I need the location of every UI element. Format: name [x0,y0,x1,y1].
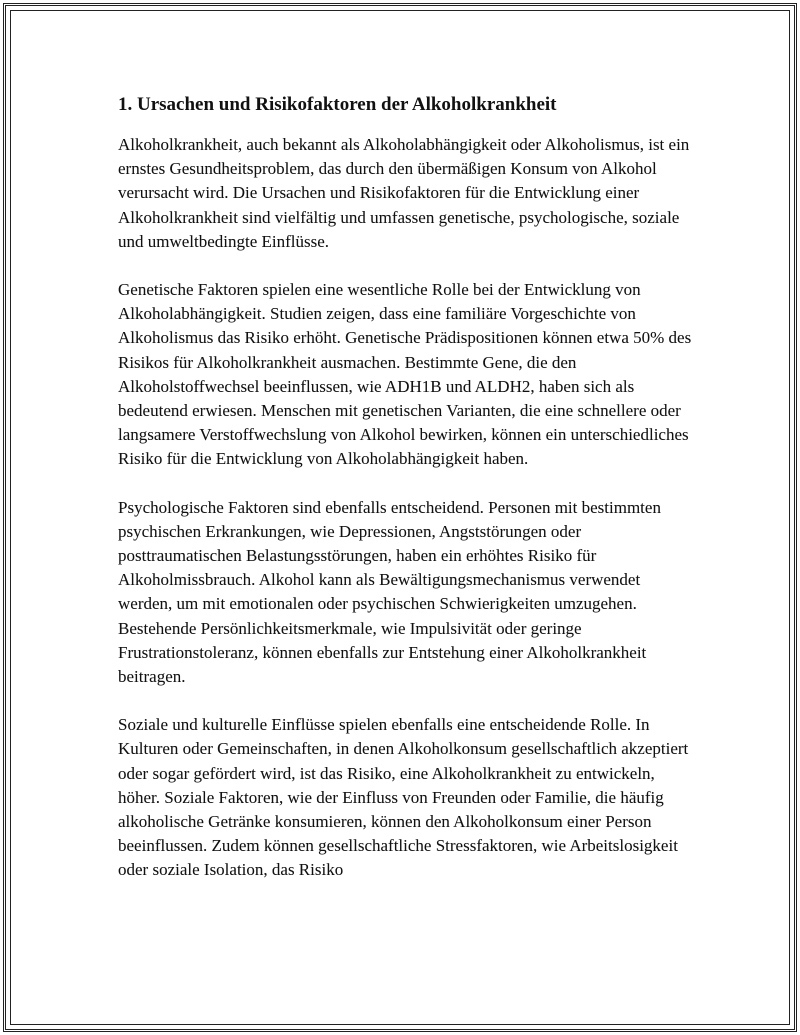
section-heading: 1. Ursachen und Risikofaktoren der Alkoholkrankheit [118,94,557,115]
document-body [118,93,698,907]
paragraph-psychological-factors: Psychologische Faktoren sind ebenfalls entscheidend. Personen mit bestimmten psychischen Erkrankungen, wie Depressionen, Angststörungen oder posttraumatischen Belastungsstörungen, haben ein erhöhtes Risiko für Alkoholmissbrauch. Alkohol kann als Bewältigungsmechanismus verwendet werden, um mit emotionalen oder psychischen Schwierigkeiten umzugehen. Bestehende Persönlichkeitsmerkmale, wie Impulsivität oder geringe Frustrationstoleranz, können ebenfalls zur Entstehung einer Alkoholkrankheit beitragen. [118,497,661,687]
paragraph-intro: Alkoholkrankheit, auch bekannt als Alkoholabhängigkeit oder Alkoholismus, ist ein ernstes Gesundheitsproblem, das durch den übermäßigen Konsum von Alkohol verursacht wird. Die Ursachen und Risikofaktoren für die Entwicklung einer Alkoholkrankheit sind vielfältig und umfassen genetische, psychologische, soziale und umweltbedingte Einflüsse. [118,135,690,251]
paragraph-genetic-factors: Genetische Faktoren spielen eine wesentliche Rolle bei der Entwicklung von Alkoholabhängigkeit. Studien zeigen, dass eine familiäre Vorgeschichte von Alkoholismus das Risiko erhöht. Genetische Prädispositionen können etwa 50% des Risikos für Alkoholkrankheit ausmachen. Bestimmte Gene, die den Alkoholstoffwechsel beeinflussen, wie ADH1B und ALDH2, haben sich als bedeutend erwiesen. Menschen mit genetischen Varianten, die eine schnellere oder langsamere Verstoffwechslung von Alkohol bewirken, können ein unterschiedliches Risiko für die Entwicklung von Alkoholabhängigkeit haben. [118,280,692,469]
paragraph-social-factors: Soziale und kulturelle Einflüsse spielen ebenfalls eine entscheidende Rolle. In Kulturen oder Gemeinschaften, in denen Alkoholkonsum gesellschaftlich akzeptiert oder sogar gefördert wird, ist das Risiko, eine Alkoholkrankheit zu entwickeln, höher. Soziale Faktoren, wie der Einfluss von Freunden oder Familie, die häufig alkoholische Getränke konsumieren, können den Alkoholkonsum einer Person beeinflussen. Zudem können gesellschaftliche Stressfaktoren, wie Arbeitslosigkeit oder soziale Isolation, das Risiko [118,715,689,880]
